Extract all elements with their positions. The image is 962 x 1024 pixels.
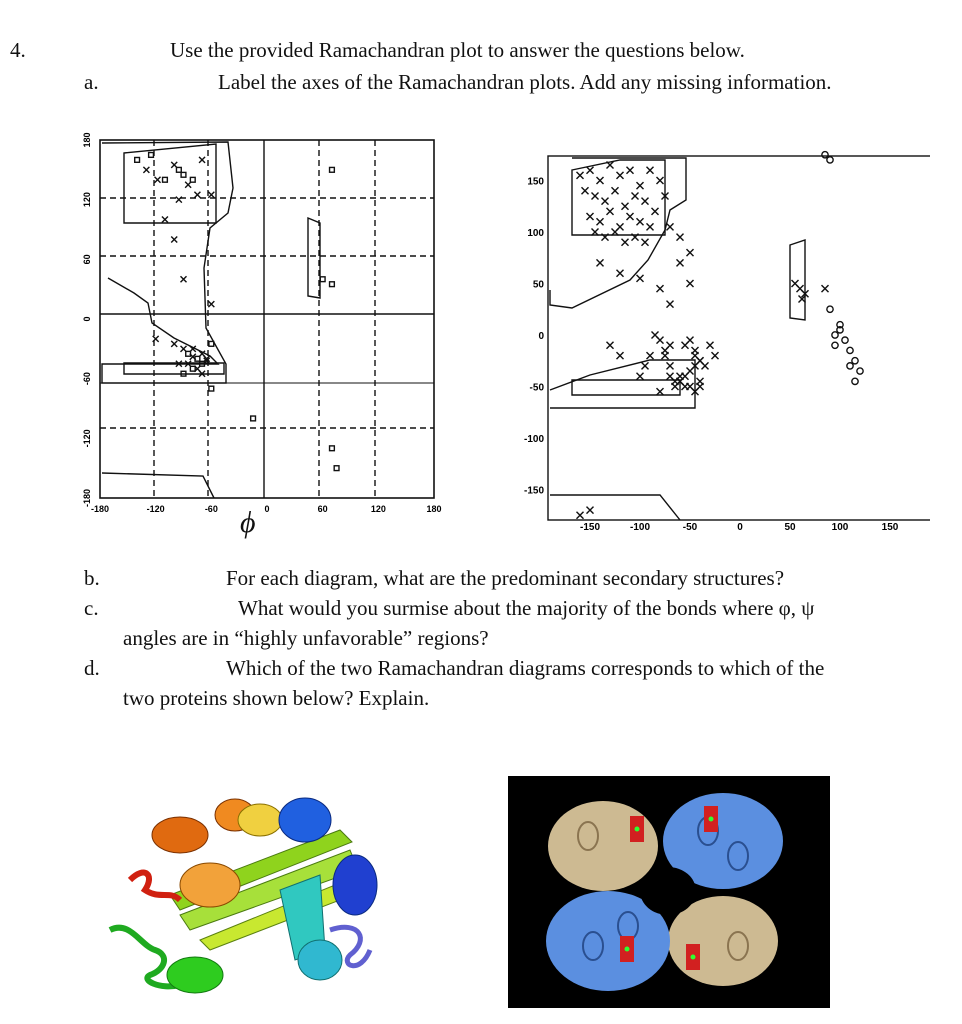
right-y-tick-label: 150 <box>527 176 544 188</box>
right-x-tick-label: -50 <box>682 522 698 533</box>
plot-point-square <box>190 177 195 182</box>
left-y-tick-label: 60 <box>82 254 92 265</box>
part-c-letter: c. <box>84 596 99 620</box>
plot-point-x <box>637 275 644 282</box>
plot-point-x <box>687 249 694 256</box>
right-y-tick-label: 50 <box>532 279 544 291</box>
plot-point-x <box>647 352 654 359</box>
left-x-tick-label: 0 <box>264 504 270 514</box>
plot-point-x <box>587 507 594 514</box>
plot-point-x <box>171 236 177 242</box>
plot-point-x <box>707 342 714 349</box>
left-y-tick-label: 180 <box>82 132 92 148</box>
right-x-tick-label: -100 <box>629 522 651 533</box>
plot-point-x <box>617 172 624 179</box>
right-x-tick-label: 150 <box>881 522 899 533</box>
plot-point-x <box>792 280 799 287</box>
plot-point-x <box>597 259 604 266</box>
plot-point-x <box>657 388 664 395</box>
plot-point-circle <box>842 337 848 343</box>
plot-point-x <box>642 198 649 205</box>
plot-point-x <box>153 336 159 342</box>
part-d-letter: d. <box>84 656 100 680</box>
right-ramachandran-plot <box>500 150 930 540</box>
plot-point-x <box>162 217 168 223</box>
plot-point-x <box>657 285 664 292</box>
plot-point-x <box>647 223 654 230</box>
plot-point-x <box>592 192 599 199</box>
plot-point-x <box>657 177 664 184</box>
left-plot-x-symbol: ϕ <box>240 506 256 539</box>
plot-point-x <box>627 167 634 174</box>
plot-point-x <box>597 177 604 184</box>
plot-point-x <box>155 177 161 183</box>
plot-point-square <box>330 167 335 172</box>
right-y-tick-label: 0 <box>538 331 544 342</box>
plot-point-x <box>667 223 674 230</box>
plot-point-x <box>143 167 149 173</box>
plot-point-square <box>251 416 256 421</box>
plot-point-square <box>209 341 214 346</box>
plot-point-x <box>692 347 699 354</box>
plot-point-circle <box>847 347 853 353</box>
plot-point-x <box>597 218 604 225</box>
question-number: 4. <box>10 38 26 62</box>
plot-point-x <box>677 234 684 241</box>
plot-point-x <box>677 259 684 266</box>
left-y-tick-label: 120 <box>82 192 92 208</box>
right-x-tick-label: 50 <box>784 522 796 533</box>
plot-point-square <box>190 366 195 371</box>
plot-point-x <box>627 213 634 220</box>
plot-point-x <box>712 352 719 359</box>
plot-point-x <box>667 362 674 369</box>
left-y-tick-label: -60 <box>82 372 92 386</box>
plot-point-x <box>622 239 629 246</box>
plot-point-square <box>135 157 140 162</box>
plot-point-x <box>607 208 614 215</box>
plot-point-square <box>163 177 168 182</box>
plot-point-circle <box>832 342 838 348</box>
right-y-tick-label: -150 <box>523 485 544 497</box>
left-y-tick-label: 0 <box>82 316 92 322</box>
plot-point-x <box>199 157 205 163</box>
plot-point-x <box>587 213 594 220</box>
plot-point-x <box>602 198 609 205</box>
plot-point-x <box>582 187 589 194</box>
plot-point-x <box>652 208 659 215</box>
plot-point-square <box>149 153 154 158</box>
plot-point-x <box>176 197 182 203</box>
plot-point-x <box>622 203 629 210</box>
part-b-letter: b. <box>84 566 100 590</box>
plot-point-circle <box>827 157 833 163</box>
plot-point-square <box>320 277 325 282</box>
plot-point-x <box>662 347 669 354</box>
plot-point-x <box>642 239 649 246</box>
plot-point-x <box>208 192 214 198</box>
left-protein-ribbon-image <box>100 780 400 1010</box>
part-a-letter: a. <box>84 70 99 94</box>
plot-point-x <box>687 383 694 390</box>
plot-point-x <box>687 280 694 287</box>
part-d-text: Which of the two Ramachandran diagrams corresponds to which of the <box>226 656 825 680</box>
plot-point-x <box>652 332 659 339</box>
plot-point-x <box>194 192 200 198</box>
plot-point-circle <box>832 332 838 338</box>
plot-point-x <box>642 362 649 369</box>
plot-point-x <box>617 270 624 277</box>
plot-point-square <box>334 466 339 471</box>
plot-point-x <box>181 276 187 282</box>
plot-point-x <box>612 187 619 194</box>
plot-point-x <box>607 342 614 349</box>
left-ramachandran-plot <box>78 128 448 536</box>
plot-point-x <box>617 352 624 359</box>
plot-point-x <box>637 218 644 225</box>
plot-point-x <box>171 341 177 347</box>
plot-point-square <box>330 446 335 451</box>
plot-point-circle <box>852 358 858 364</box>
plot-point-x <box>577 512 584 519</box>
plot-point-circle <box>847 363 853 369</box>
plot-point-x <box>208 301 214 307</box>
plot-point-x <box>577 172 584 179</box>
part-d-text-cont: two proteins shown below? Explain. <box>123 686 430 710</box>
plot-point-circle <box>852 378 858 384</box>
plot-point-circle <box>822 152 828 158</box>
plot-point-square <box>209 386 214 391</box>
plot-point-x <box>687 337 694 344</box>
part-b-text: For each diagram, what are the predominant secondary structures? <box>226 566 785 590</box>
left-x-tick-label: 120 <box>370 504 386 514</box>
plot-point-x <box>637 182 644 189</box>
plot-point-square <box>181 172 186 177</box>
plot-point-square <box>330 282 335 287</box>
left-y-tick-label: -120 <box>82 429 92 448</box>
question-intro: Use the provided Ramachandran plot to answer the questions below. <box>170 38 745 62</box>
plot-point-square <box>176 167 181 172</box>
left-x-tick-label: -180 <box>90 504 110 514</box>
left-x-tick-label: 60 <box>317 504 328 514</box>
part-c-text-cont: angles are in “highly unfavorable” regions? <box>123 626 489 650</box>
plot-point-x <box>667 373 674 380</box>
right-x-tick-label: 100 <box>831 522 849 533</box>
left-x-tick-label: -60 <box>204 504 218 514</box>
plot-point-x <box>632 192 639 199</box>
right-y-tick-label: -100 <box>523 434 544 445</box>
part-a-text: Label the axes of the Ramachandran plots. Add any missing information. <box>218 70 832 94</box>
right-y-tick-label: -50 <box>529 382 544 394</box>
part-c-text: What would you surmise about the majority of the bonds where φ, ψ <box>238 596 815 620</box>
plot-point-x <box>667 301 674 308</box>
plot-point-x <box>647 167 654 174</box>
right-protein-hemoglobin-image <box>508 776 830 1008</box>
left-x-tick-label: 180 <box>426 504 442 514</box>
right-y-tick-label: 100 <box>527 228 544 239</box>
plot-point-x <box>587 167 594 174</box>
plot-point-circle <box>827 306 833 312</box>
plot-point-circle <box>857 368 863 374</box>
plot-point-x <box>822 285 829 292</box>
plot-point-x <box>697 383 704 390</box>
plot-point-x <box>637 373 644 380</box>
right-x-tick-label: 0 <box>737 522 743 533</box>
left-x-tick-label: -120 <box>146 504 165 514</box>
right-x-tick-label: -150 <box>579 522 601 533</box>
left-y-tick-label: -180 <box>82 488 92 508</box>
